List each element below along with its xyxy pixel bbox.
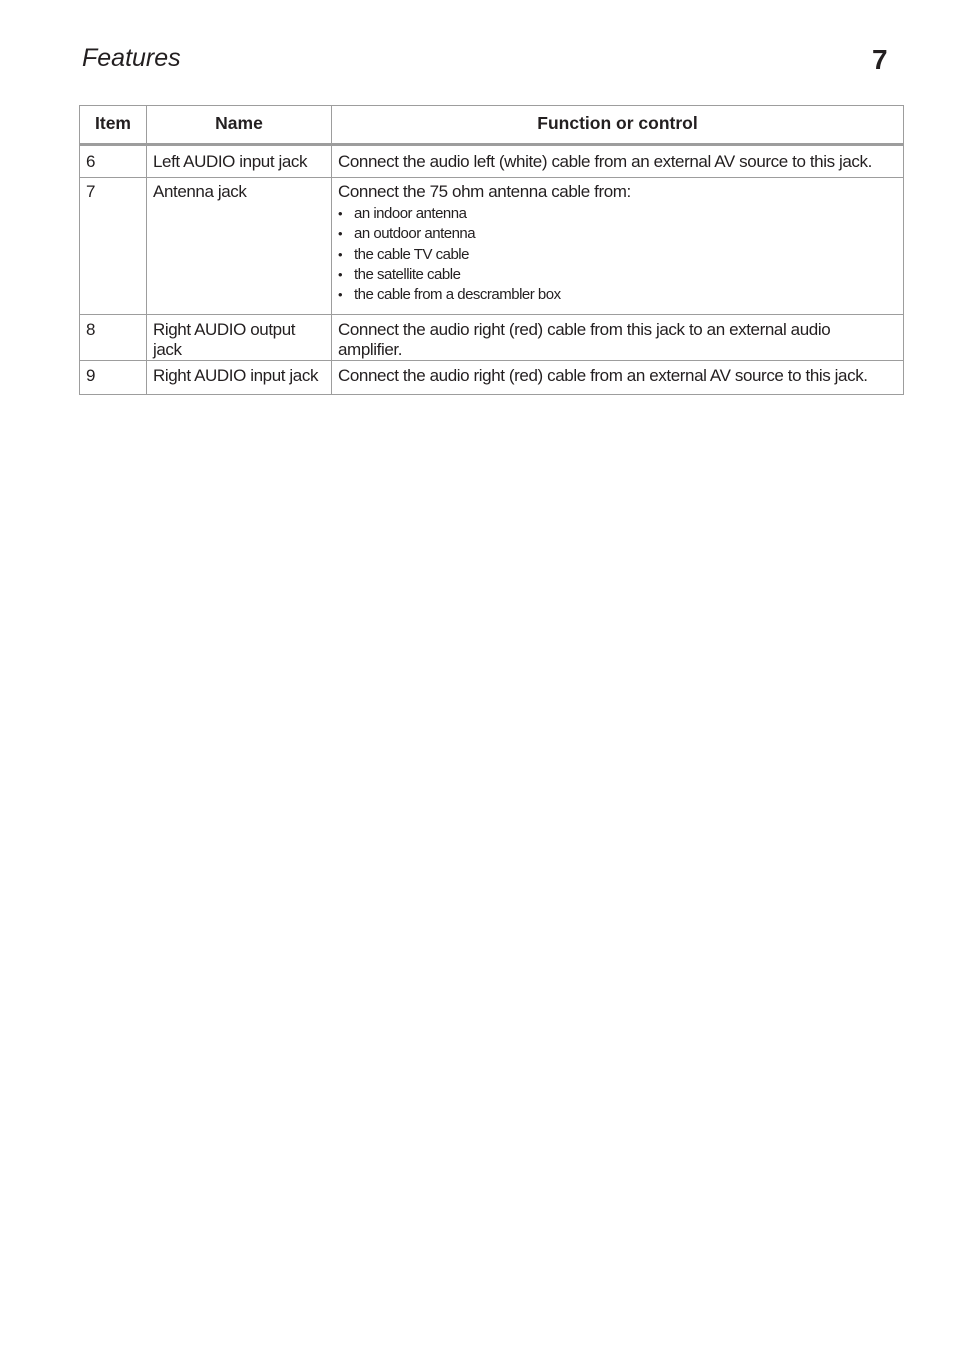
column-header-function: Function or control: [332, 106, 904, 145]
page-number: 7: [872, 44, 888, 75]
list-item: [338, 285, 897, 305]
list-item: [338, 265, 897, 285]
bullet-icon: •: [338, 226, 343, 242]
item-function: Connect the audio right (red) cable from an external AV source to this jack.: [332, 361, 904, 395]
list-item-text: an outdoor antenna: [354, 225, 476, 243]
features-table: [79, 105, 904, 395]
item-name: Left AUDIO input jack: [147, 145, 332, 178]
table-row: [80, 145, 904, 178]
item-function: Connect the 75 ohm antenna cable from:: [338, 182, 631, 201]
column-header-name: Name: [147, 106, 332, 145]
column-header-item: Item: [80, 106, 147, 145]
table-row: [80, 315, 904, 361]
list-item-text: the satellite cable: [354, 265, 461, 283]
list-item: [338, 245, 897, 265]
bullet-icon: •: [338, 287, 343, 303]
item-function-cell: [332, 178, 904, 315]
list-item: [338, 204, 897, 224]
item-name: Antenna jack: [147, 178, 332, 315]
list-item-text: the cable TV cable: [354, 245, 469, 263]
item-number: 6: [80, 145, 147, 178]
item-name: Right AUDIO input jack: [147, 361, 332, 395]
item-name: Right AUDIO output jack: [147, 315, 332, 361]
antenna-source-list: [338, 204, 897, 305]
list-item-text: an indoor antenna: [354, 205, 467, 222]
bullet-icon: •: [338, 246, 343, 262]
item-function: Connect the audio left (white) cable from an external AV source to this jack.: [332, 145, 904, 178]
item-number: 7: [80, 178, 147, 315]
item-number: 9: [80, 361, 147, 395]
table-header-row: [80, 106, 904, 145]
list-item: [338, 224, 897, 244]
table-row: [80, 178, 904, 315]
list-item-text: the cable from a descrambler box: [354, 286, 561, 304]
table-row: [80, 361, 904, 395]
section-title: Features: [82, 44, 181, 72]
bullet-icon: •: [338, 206, 343, 221]
item-function: Connect the audio right (red) cable from this jack to an external audio amplifier.: [332, 315, 904, 361]
bullet-icon: •: [338, 266, 343, 282]
item-number: 8: [80, 315, 147, 361]
